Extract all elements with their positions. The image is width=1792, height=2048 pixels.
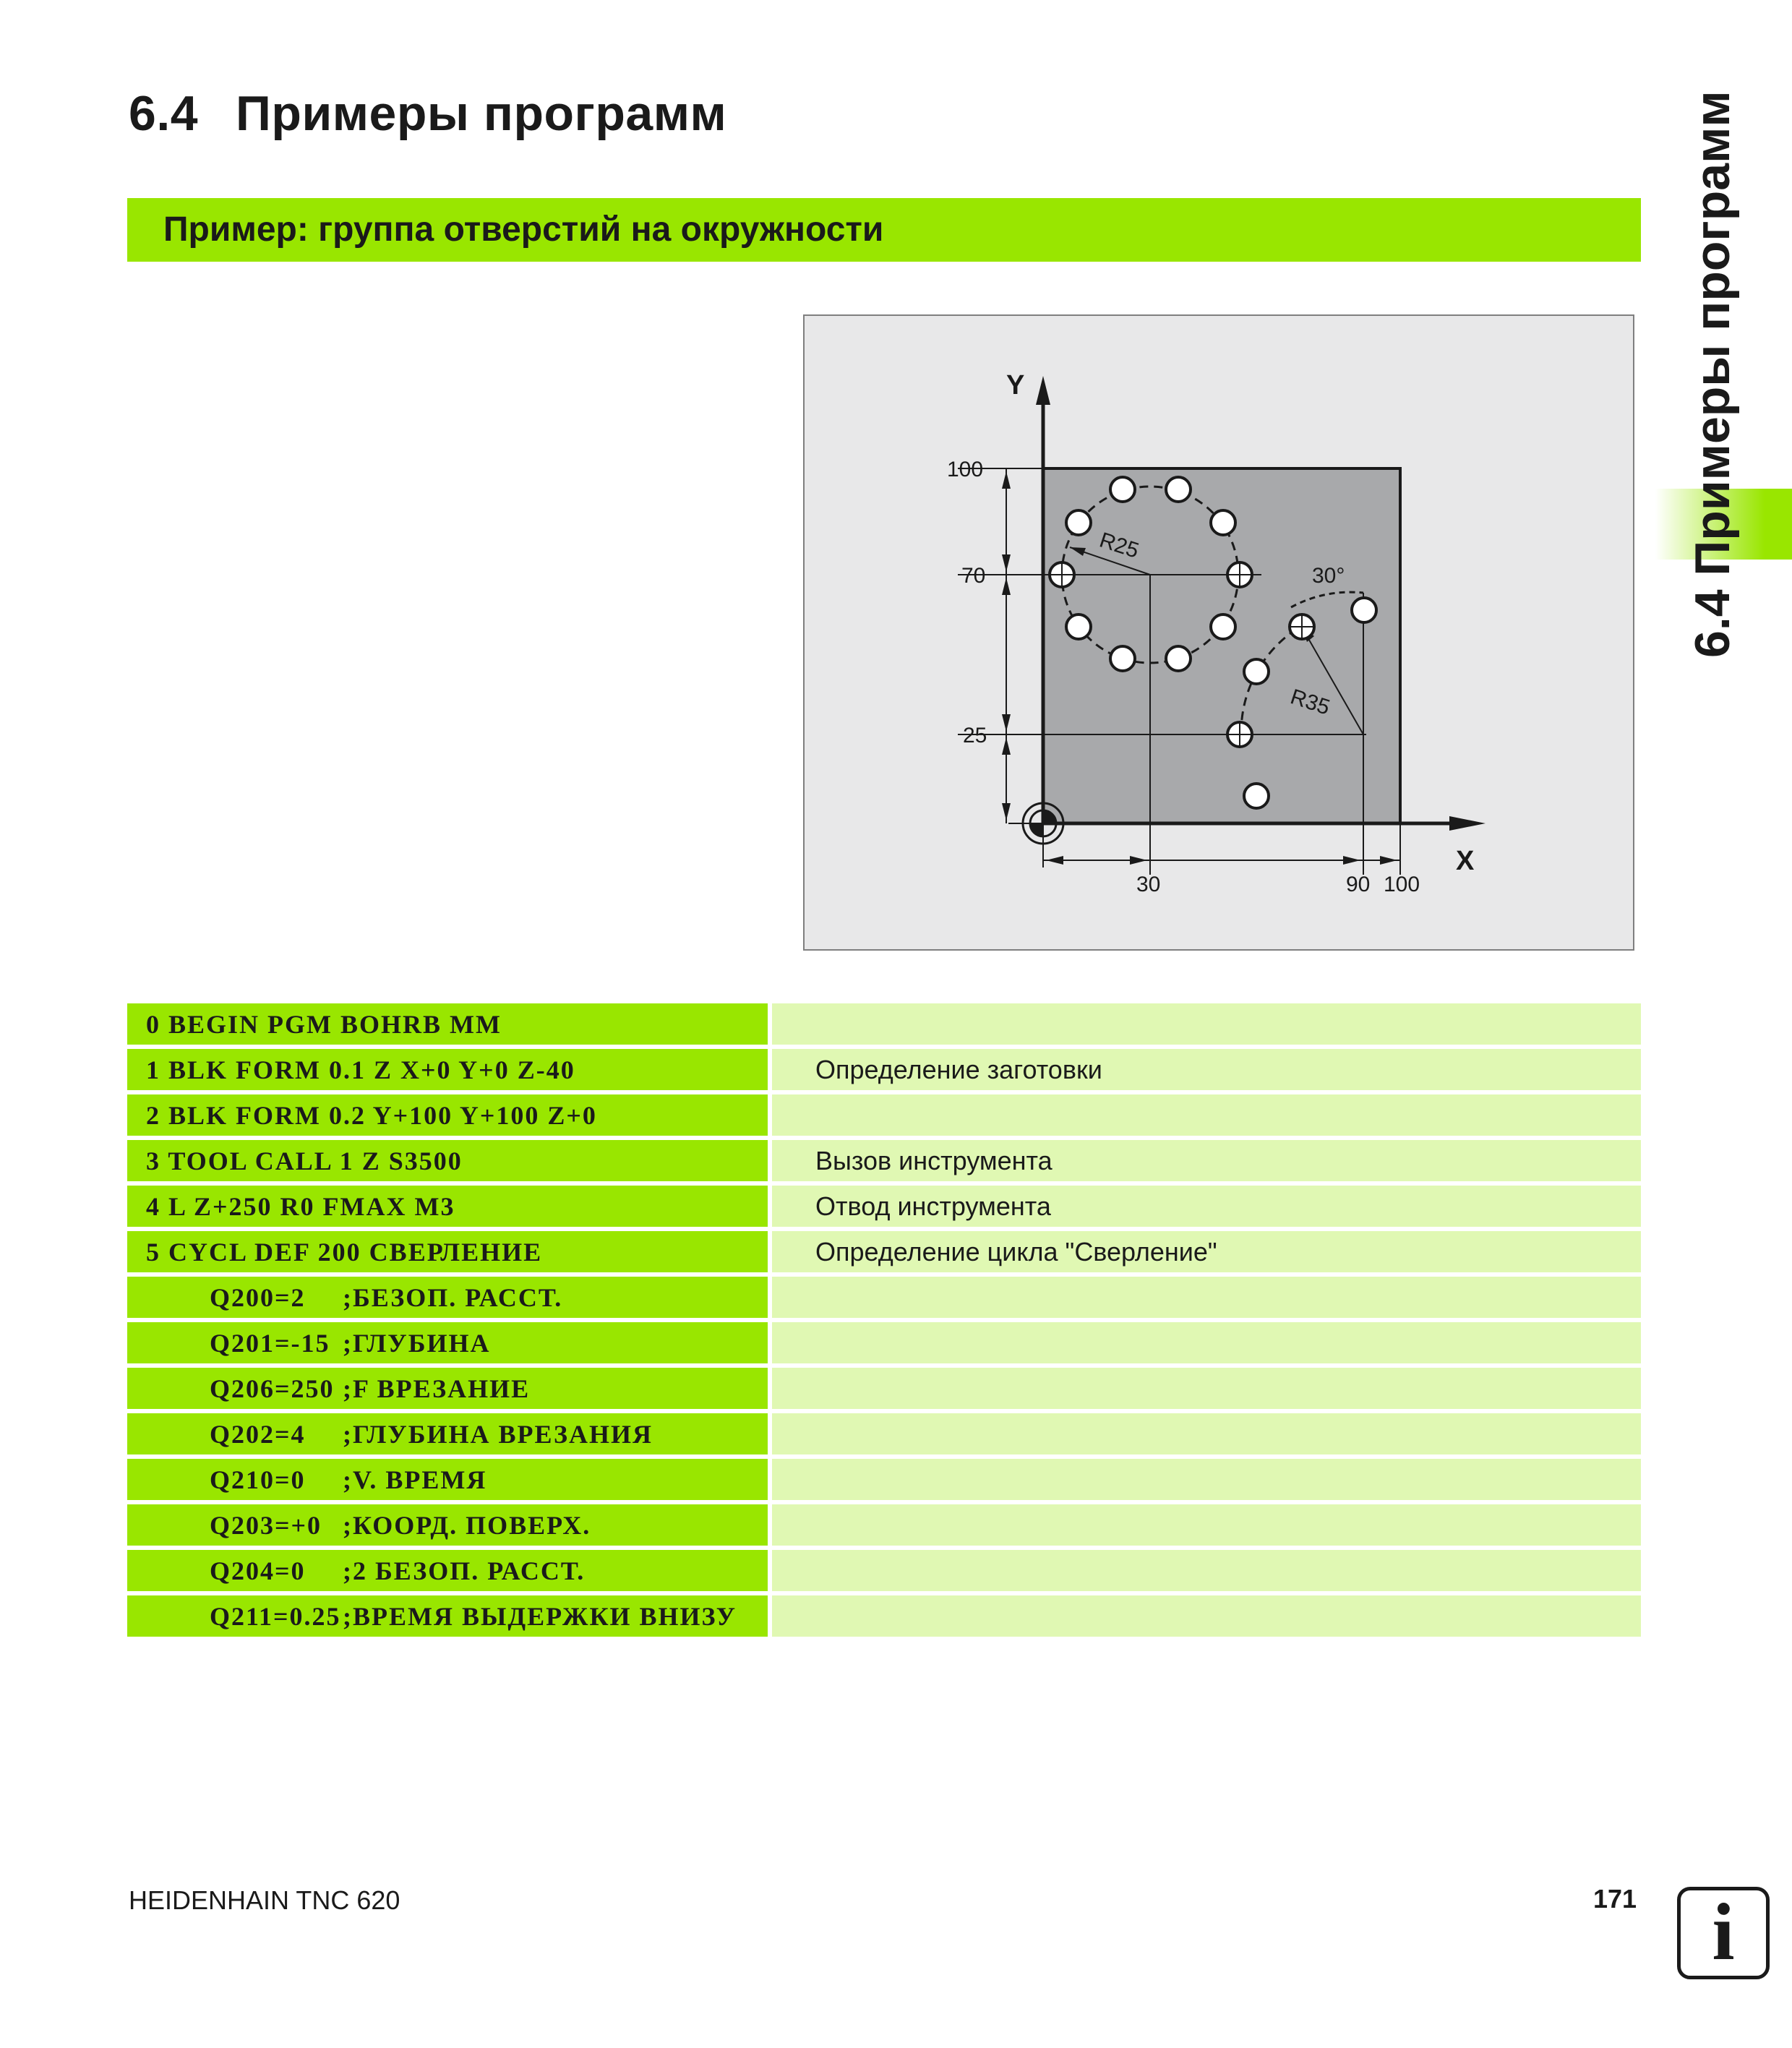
x-tick-90: 90 (1346, 873, 1371, 896)
hole-pattern-drawing (805, 316, 1633, 949)
param-description: ;ВРЕМЯ ВЫДЕРЖКИ ВНИЗУ (343, 1601, 737, 1631)
example-heading-bar (127, 198, 1641, 262)
param-description: ;V. ВРЕМЯ (343, 1465, 487, 1494)
program-code: 5 CYCL DEF 200 СВЕРЛЕНИЕ (127, 1231, 768, 1272)
origin-quadrant-2 (1030, 823, 1043, 836)
cycle-parameter (127, 1595, 768, 1637)
program-code: 3 TOOL CALL 1 Z S3500 (127, 1140, 768, 1181)
angle-label: 30° (1312, 564, 1345, 588)
program-comment (768, 1459, 1641, 1500)
program-row (127, 1322, 1641, 1363)
page-number: 171 (1593, 1884, 1637, 1914)
info-glyph: i (1712, 1888, 1735, 1977)
param-value: Q202=4 (210, 1419, 306, 1449)
radius-label-r35: R35 (1287, 685, 1333, 720)
drawing-figure (803, 314, 1634, 951)
y-tick-70: 70 (961, 564, 986, 588)
program-row (127, 1459, 1641, 1500)
program-row (127, 1140, 1641, 1181)
y-axis-label: Y (1006, 370, 1025, 400)
param-value: Q200=2 (210, 1282, 306, 1312)
param-description: ;2 БЕЗОП. РАССТ. (343, 1556, 586, 1585)
program-row (127, 1094, 1641, 1136)
param-value: Q210=0 (210, 1465, 306, 1494)
page-title (129, 85, 726, 142)
program-code: 0 BEGIN PGM BOHRB MM (127, 1003, 768, 1045)
x-axis-arrow (1449, 816, 1486, 831)
param-description: ;БЕЗОП. РАССТ. (343, 1282, 563, 1312)
program-row (127, 1413, 1641, 1454)
param-value: Q206=250 (210, 1374, 335, 1403)
cycle-parameter (127, 1504, 768, 1546)
program-row (127, 1550, 1641, 1591)
section-number: 6.4 (129, 86, 199, 141)
program-comment (768, 1277, 1641, 1318)
param-value: Q211=0.25 (210, 1601, 341, 1631)
cycle-parameter (127, 1322, 768, 1363)
program-comment (768, 1322, 1641, 1363)
section-title: Примеры программ (236, 86, 727, 141)
x-tick-30: 30 (1136, 873, 1161, 896)
param-description: ;F ВРЕЗАНИЕ (343, 1374, 531, 1403)
program-comment (768, 1595, 1641, 1637)
program-comment (768, 1504, 1641, 1546)
cycle-parameter (127, 1368, 768, 1409)
y-tick-100: 100 (947, 458, 984, 481)
param-value: Q203=+0 (210, 1510, 322, 1540)
cycle-parameter (127, 1413, 768, 1454)
nc-program-table (127, 999, 1641, 1641)
footer-manual-name: HEIDENHAIN TNC 620 (129, 1885, 400, 1915)
program-code: 1 BLK FORM 0.1 Z X+0 Y+0 Z-40 (127, 1049, 768, 1090)
radius-label-r25: R25 (1096, 528, 1142, 563)
example-heading: Пример: группа отверстий на окружности (163, 210, 884, 249)
param-value: Q201=-15 (210, 1328, 330, 1358)
program-comment (768, 1094, 1641, 1136)
side-chapter-text: 6.4 Примеры программ (1685, 90, 1740, 658)
param-description: ;КООРД. ПОВЕРХ. (343, 1510, 591, 1540)
program-comment (768, 1003, 1641, 1045)
cycle-parameter (127, 1277, 768, 1318)
program-row (127, 1595, 1641, 1637)
x-axis-label: X (1456, 846, 1475, 876)
program-row (127, 1049, 1641, 1090)
x-tick-100: 100 (1384, 873, 1420, 896)
program-code: 4 L Z+250 R0 FMAX M3 (127, 1186, 768, 1227)
param-value: Q204=0 (210, 1556, 306, 1585)
program-row (127, 1368, 1641, 1409)
program-comment (768, 1413, 1641, 1454)
info-icon (1677, 1887, 1770, 1979)
program-row (127, 1003, 1641, 1045)
program-row (127, 1186, 1641, 1227)
program-row (127, 1231, 1641, 1272)
program-row (127, 1504, 1641, 1546)
cycle-parameter (127, 1459, 768, 1500)
program-comment (768, 1550, 1641, 1591)
program-comment (768, 1368, 1641, 1409)
param-description: ;ГЛУБИНА ВРЕЗАНИЯ (343, 1419, 653, 1449)
y-tick-25: 25 (963, 724, 987, 747)
param-description: ;ГЛУБИНА (343, 1328, 491, 1358)
program-comment: Отвод инструмента (768, 1186, 1641, 1227)
y-axis-arrow (1036, 376, 1050, 405)
program-code: 2 BLK FORM 0.2 Y+100 Y+100 Z+0 (127, 1094, 768, 1136)
program-comment: Определение цикла "Сверление" (768, 1231, 1641, 1272)
program-comment: Вызов инструмента (768, 1140, 1641, 1181)
cycle-parameter (127, 1550, 768, 1591)
program-row (127, 1277, 1641, 1318)
program-comment: Определение заготовки (768, 1049, 1641, 1090)
